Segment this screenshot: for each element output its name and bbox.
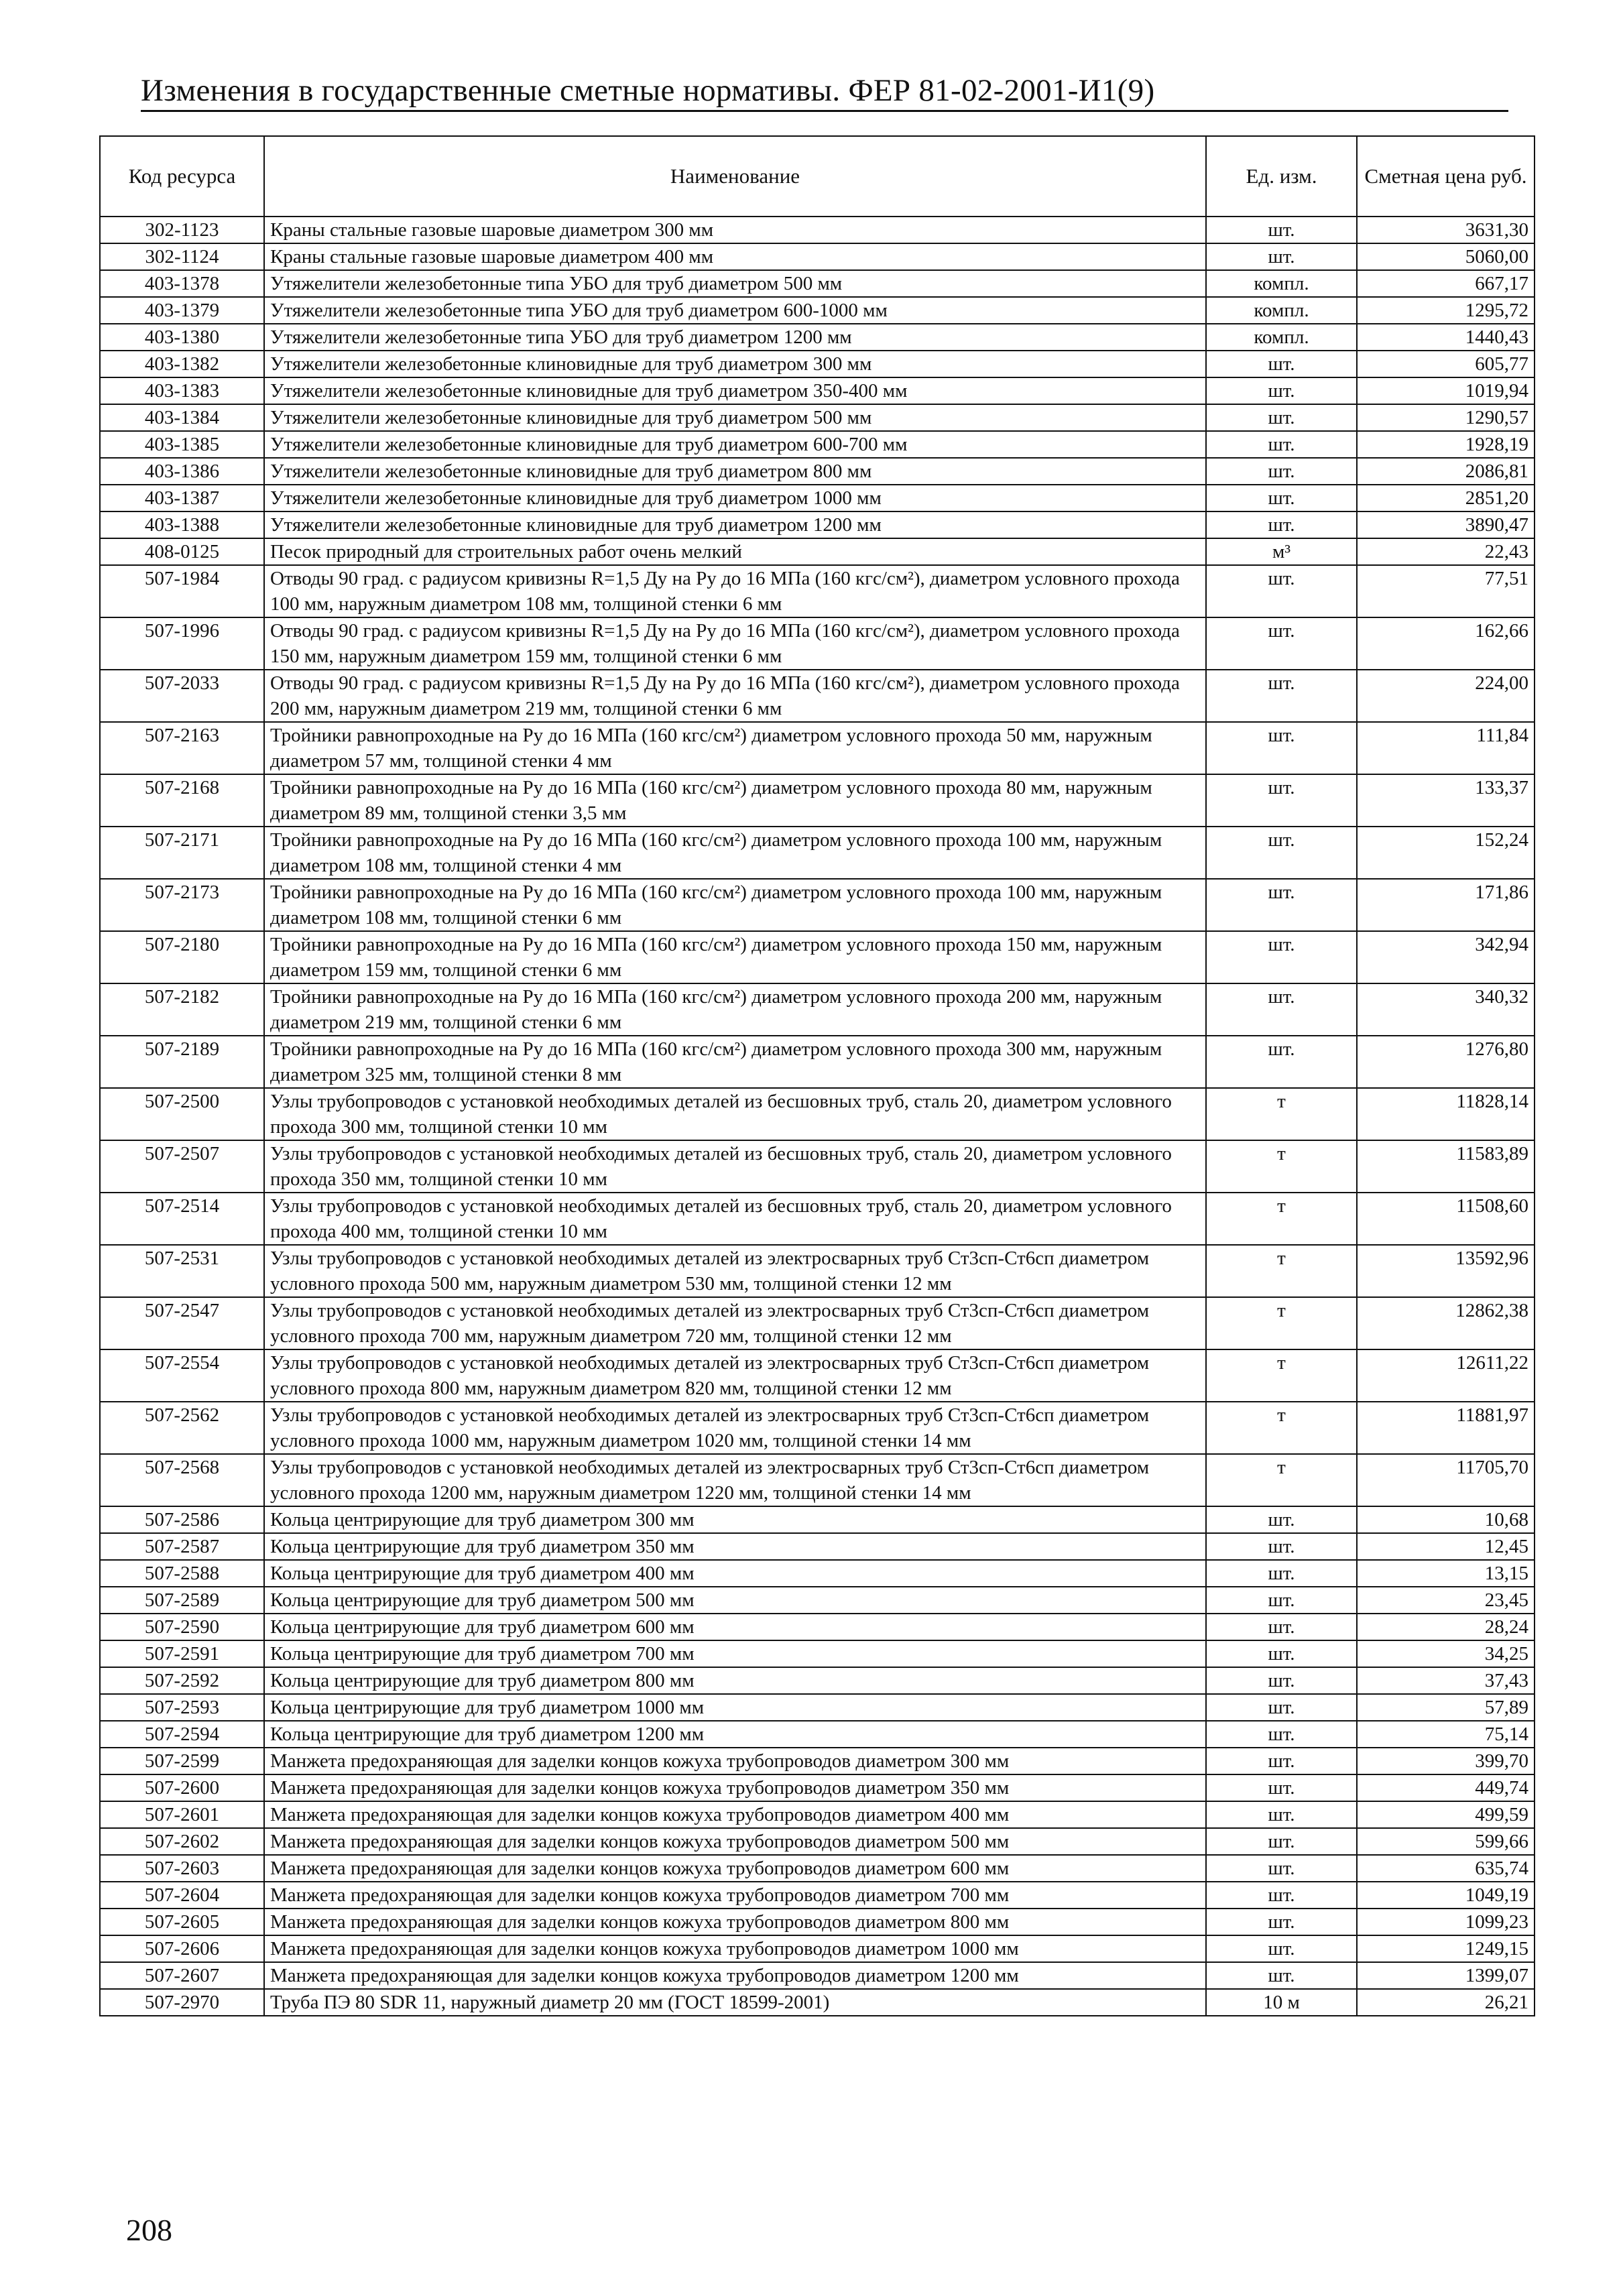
cell-code: 302-1123 <box>100 217 264 243</box>
cell-code: 507-2531 <box>100 1245 264 1297</box>
cell-unit: шт. <box>1206 1774 1357 1801</box>
cell-price: 37,43 <box>1357 1667 1535 1694</box>
cell-name: Кольца центрирующие для труб диаметром 600 мм <box>264 1614 1206 1640</box>
cell-unit: шт. <box>1206 1640 1357 1667</box>
cell-code: 507-2602 <box>100 1828 264 1855</box>
cell-price: 10,68 <box>1357 1506 1535 1533</box>
cell-code: 403-1386 <box>100 458 264 485</box>
cell-name: Манжета предохраняющая для заделки концов кожуха трубопроводов диаметром 600 мм <box>264 1855 1206 1882</box>
cell-price: 399,70 <box>1357 1748 1535 1774</box>
cell-unit: шт. <box>1206 217 1357 243</box>
cell-unit: шт. <box>1206 983 1357 1036</box>
cell-price: 11828,14 <box>1357 1088 1535 1140</box>
table-row <box>100 983 1535 1036</box>
cell-name: Узлы трубопроводов с установкой необходимых деталей из электросварных труб Ст3сп-Ст6сп диаметром условного прохода 1200 мм, наружным диаметром 1220 мм, толщиной стенки 14 мм <box>264 1454 1206 1506</box>
table-row <box>100 1694 1535 1721</box>
cell-code: 403-1380 <box>100 324 264 351</box>
cell-name: Тройники равнопроходные на Ру до 16 МПа (160 кгс/см²) диаметром условного прохода 50 мм, наружным диаметром 57 мм, толщиной стенки 4 мм <box>264 722 1206 774</box>
cell-code: 403-1385 <box>100 431 264 458</box>
cell-code: 507-2600 <box>100 1774 264 1801</box>
cell-code: 507-2180 <box>100 931 264 983</box>
cell-price: 499,59 <box>1357 1801 1535 1828</box>
page-header <box>141 72 1508 112</box>
cell-unit: шт. <box>1206 1882 1357 1909</box>
cell-code: 507-2163 <box>100 722 264 774</box>
cell-name: Утяжелители железобетонные клиновидные для труб диаметром 600-700 мм <box>264 431 1206 458</box>
table-row <box>100 1935 1535 1962</box>
table-row <box>100 617 1535 670</box>
cell-price: 162,66 <box>1357 617 1535 670</box>
cell-price: 5060,00 <box>1357 243 1535 270</box>
table-row <box>100 1748 1535 1774</box>
table-row <box>100 458 1535 485</box>
cell-unit: шт. <box>1206 1614 1357 1640</box>
table-row <box>100 1989 1535 2016</box>
cell-code: 408-0125 <box>100 538 264 565</box>
table-row <box>100 324 1535 351</box>
table-row <box>100 1454 1535 1506</box>
cell-code: 507-2599 <box>100 1748 264 1774</box>
cell-price: 2851,20 <box>1357 485 1535 511</box>
cell-price: 13592,96 <box>1357 1245 1535 1297</box>
cell-code: 507-2587 <box>100 1533 264 1560</box>
document-title: Изменения в государственные сметные нормативы. ФЕР 81-02-2001-И1(9) <box>141 73 1155 108</box>
cell-code: 507-2594 <box>100 1721 264 1748</box>
table-row <box>100 1962 1535 1989</box>
cell-name: Тройники равнопроходные на Ру до 16 МПа (160 кгс/см²) диаметром условного прохода 80 мм, наружным диаметром 89 мм, толщиной стенки 3,5 мм <box>264 774 1206 827</box>
cell-code: 403-1382 <box>100 351 264 377</box>
cell-name: Кольца центрирующие для труб диаметром 350 мм <box>264 1533 1206 1560</box>
table-row <box>100 1640 1535 1667</box>
cell-code: 403-1388 <box>100 511 264 538</box>
table-row <box>100 270 1535 297</box>
cell-name: Отводы 90 град. с радиусом кривизны R=1,5 Ду на Ру до 16 МПа (160 кгс/см²), диаметром условного прохода 200 мм, наружным диаметром 219 мм, толщиной стенки 6 мм <box>264 670 1206 722</box>
table-row <box>100 1088 1535 1140</box>
cell-price: 599,66 <box>1357 1828 1535 1855</box>
cell-code: 507-2562 <box>100 1402 264 1454</box>
cell-price: 449,74 <box>1357 1774 1535 1801</box>
table-row <box>100 377 1535 404</box>
cell-name: Кольца центрирующие для труб диаметром 300 мм <box>264 1506 1206 1533</box>
table-row <box>100 511 1535 538</box>
cell-code: 507-2607 <box>100 1962 264 1989</box>
table-row <box>100 1587 1535 1614</box>
cell-name: Утяжелители железобетонные клиновидные для труб диаметром 300 мм <box>264 351 1206 377</box>
cell-code: 507-1984 <box>100 565 264 617</box>
cell-code: 507-2173 <box>100 879 264 931</box>
cell-code: 507-2593 <box>100 1694 264 1721</box>
cell-unit: т <box>1206 1140 1357 1193</box>
cell-price: 667,17 <box>1357 270 1535 297</box>
cell-unit: шт. <box>1206 1909 1357 1935</box>
cell-unit: шт. <box>1206 485 1357 511</box>
table-row <box>100 1297 1535 1349</box>
cell-price: 11705,70 <box>1357 1454 1535 1506</box>
cell-name: Тройники равнопроходные на Ру до 16 МПа (160 кгс/см²) диаметром условного прохода 150 мм, наружным диаметром 159 мм, толщиной стенки 6 мм <box>264 931 1206 983</box>
cell-name: Манжета предохраняющая для заделки концов кожуха трубопроводов диаметром 500 мм <box>264 1828 1206 1855</box>
cell-name: Утяжелители железобетонные типа УБО для труб диаметром 500 мм <box>264 270 1206 297</box>
cell-unit: шт. <box>1206 1855 1357 1882</box>
cell-code: 403-1379 <box>100 297 264 324</box>
cell-code: 403-1383 <box>100 377 264 404</box>
cell-unit: компл. <box>1206 270 1357 297</box>
table-row <box>100 431 1535 458</box>
cell-name: Манжета предохраняющая для заделки концов кожуха трубопроводов диаметром 350 мм <box>264 1774 1206 1801</box>
cell-code: 507-2970 <box>100 1989 264 2016</box>
cell-code: 507-2514 <box>100 1193 264 1245</box>
cell-code: 507-2547 <box>100 1297 264 1349</box>
cell-price: 1290,57 <box>1357 404 1535 431</box>
cell-price: 342,94 <box>1357 931 1535 983</box>
cell-price: 2086,81 <box>1357 458 1535 485</box>
cell-price: 12611,22 <box>1357 1349 1535 1402</box>
cell-name: Узлы трубопроводов с установкой необходимых деталей из электросварных труб Ст3сп-Ст6сп диаметром условного прохода 800 мм, наружным диаметром 820 мм, толщиной стенки 12 мм <box>264 1349 1206 1402</box>
cell-unit: компл. <box>1206 297 1357 324</box>
table-row <box>100 1560 1535 1587</box>
cell-code: 507-2168 <box>100 774 264 827</box>
cell-price: 11508,60 <box>1357 1193 1535 1245</box>
cell-name: Узлы трубопроводов с установкой необходимых деталей из электросварных труб Ст3сп-Ст6сп диаметром условного прохода 1000 мм, наружным диаметром 1020 мм, толщиной стенки 14 мм <box>264 1402 1206 1454</box>
cell-name: Манжета предохраняющая для заделки концов кожуха трубопроводов диаметром 400 мм <box>264 1801 1206 1828</box>
cell-unit: шт. <box>1206 1748 1357 1774</box>
cell-unit: шт. <box>1206 1587 1357 1614</box>
cell-unit: шт. <box>1206 1801 1357 1828</box>
cell-unit: шт. <box>1206 827 1357 879</box>
cell-unit: шт. <box>1206 1667 1357 1694</box>
cell-code: 507-2182 <box>100 983 264 1036</box>
cell-price: 57,89 <box>1357 1694 1535 1721</box>
cell-price: 1276,80 <box>1357 1036 1535 1088</box>
cell-name: Манжета предохраняющая для заделки концов кожуха трубопроводов диаметром 1000 мм <box>264 1935 1206 1962</box>
cell-code: 403-1378 <box>100 270 264 297</box>
cell-price: 34,25 <box>1357 1640 1535 1667</box>
cell-code: 507-2588 <box>100 1560 264 1587</box>
cell-unit: шт. <box>1206 879 1357 931</box>
cell-code: 507-2586 <box>100 1506 264 1533</box>
cell-unit: шт. <box>1206 351 1357 377</box>
cell-name: Кольца центрирующие для труб диаметром 500 мм <box>264 1587 1206 1614</box>
cell-unit: шт. <box>1206 565 1357 617</box>
cell-name: Утяжелители железобетонные клиновидные для труб диаметром 500 мм <box>264 404 1206 431</box>
cell-name: Краны стальные газовые шаровые диаметром 400 мм <box>264 243 1206 270</box>
resource-price-table <box>99 135 1535 2016</box>
cell-name: Утяжелители железобетонные клиновидные для труб диаметром 1200 мм <box>264 511 1206 538</box>
table-row <box>100 1036 1535 1088</box>
table-row <box>100 351 1535 377</box>
table-row <box>100 243 1535 270</box>
cell-name: Утяжелители железобетонные типа УБО для труб диаметром 600-1000 мм <box>264 297 1206 324</box>
cell-unit: шт. <box>1206 774 1357 827</box>
cell-code: 507-2605 <box>100 1909 264 1935</box>
cell-code: 507-2603 <box>100 1855 264 1882</box>
cell-price: 26,21 <box>1357 1989 1535 2016</box>
cell-name: Кольца центрирующие для труб диаметром 700 мм <box>264 1640 1206 1667</box>
cell-name: Кольца центрирующие для труб диаметром 1000 мм <box>264 1694 1206 1721</box>
column-header-unit: Ед. изм. <box>1206 136 1357 217</box>
cell-name: Узлы трубопроводов с установкой необходимых деталей из бесшовных труб, сталь 20, диаметром условного прохода 300 мм, толщиной стенки 10 мм <box>264 1088 1206 1140</box>
cell-price: 111,84 <box>1357 722 1535 774</box>
cell-price: 75,14 <box>1357 1721 1535 1748</box>
cell-code: 507-2568 <box>100 1454 264 1506</box>
cell-code: 403-1384 <box>100 404 264 431</box>
cell-name: Отводы 90 град. с радиусом кривизны R=1,5 Ду на Ру до 16 МПа (160 кгс/см²), диаметром условного прохода 100 мм, наружным диаметром 108 мм, толщиной стенки 6 мм <box>264 565 1206 617</box>
cell-name: Тройники равнопроходные на Ру до 16 МПа (160 кгс/см²) диаметром условного прохода 200 мм, наружным диаметром 219 мм, толщиной стенки 6 мм <box>264 983 1206 1036</box>
cell-price: 23,45 <box>1357 1587 1535 1614</box>
cell-code: 507-2171 <box>100 827 264 879</box>
cell-code: 507-2189 <box>100 1036 264 1088</box>
cell-name: Тройники равнопроходные на Ру до 16 МПа (160 кгс/см²) диаметром условного прохода 100 мм, наружным диаметром 108 мм, толщиной стенки 6 мм <box>264 879 1206 931</box>
cell-price: 1099,23 <box>1357 1909 1535 1935</box>
cell-code: 507-2604 <box>100 1882 264 1909</box>
column-header-code: Код ресурса <box>100 136 264 217</box>
table-row <box>100 879 1535 931</box>
cell-unit: шт. <box>1206 377 1357 404</box>
table-row <box>100 1774 1535 1801</box>
cell-code: 507-2601 <box>100 1801 264 1828</box>
cell-name: Тройники равнопроходные на Ру до 16 МПа (160 кгс/см²) диаметром условного прохода 100 мм, наружным диаметром 108 мм, толщиной стенки 4 мм <box>264 827 1206 879</box>
table-row <box>100 565 1535 617</box>
cell-price: 22,43 <box>1357 538 1535 565</box>
table-row <box>100 774 1535 827</box>
cell-price: 3631,30 <box>1357 217 1535 243</box>
cell-price: 11881,97 <box>1357 1402 1535 1454</box>
cell-unit: шт. <box>1206 1721 1357 1748</box>
table-row <box>100 217 1535 243</box>
table-row <box>100 1506 1535 1533</box>
cell-unit: м³ <box>1206 538 1357 565</box>
cell-code: 507-2606 <box>100 1935 264 1962</box>
cell-unit: шт. <box>1206 404 1357 431</box>
cell-price: 12862,38 <box>1357 1297 1535 1349</box>
cell-unit: шт. <box>1206 1036 1357 1088</box>
cell-price: 1399,07 <box>1357 1962 1535 1989</box>
cell-name: Кольца центрирующие для труб диаметром 800 мм <box>264 1667 1206 1694</box>
table-row <box>100 722 1535 774</box>
cell-unit: т <box>1206 1349 1357 1402</box>
cell-unit: т <box>1206 1454 1357 1506</box>
cell-name: Манжета предохраняющая для заделки концов кожуха трубопроводов диаметром 300 мм <box>264 1748 1206 1774</box>
table-row <box>100 1855 1535 1882</box>
cell-name: Кольца центрирующие для труб диаметром 1200 мм <box>264 1721 1206 1748</box>
cell-name: Тройники равнопроходные на Ру до 16 МПа (160 кгс/см²) диаметром условного прохода 300 мм, наружным диаметром 325 мм, толщиной стенки 8 мм <box>264 1036 1206 1088</box>
cell-name: Узлы трубопроводов с установкой необходимых деталей из бесшовных труб, сталь 20, диаметром условного прохода 350 мм, толщиной стенки 10 мм <box>264 1140 1206 1193</box>
table-row <box>100 1402 1535 1454</box>
table-row <box>100 1140 1535 1193</box>
cell-name: Утяжелители железобетонные клиновидные для труб диаметром 350-400 мм <box>264 377 1206 404</box>
cell-unit: шт. <box>1206 431 1357 458</box>
cell-price: 3890,47 <box>1357 511 1535 538</box>
column-header-price: Сметная цена руб. <box>1357 136 1535 217</box>
cell-price: 171,86 <box>1357 879 1535 931</box>
cell-unit: компл. <box>1206 324 1357 351</box>
cell-price: 12,45 <box>1357 1533 1535 1560</box>
table-row <box>100 1533 1535 1560</box>
table-header-row <box>100 136 1535 217</box>
cell-unit: шт. <box>1206 670 1357 722</box>
cell-name: Узлы трубопроводов с установкой необходимых деталей из электросварных труб Ст3сп-Ст6сп диаметром условного прохода 500 мм, наружным диаметром 530 мм, толщиной стенки 12 мм <box>264 1245 1206 1297</box>
table-row <box>100 1909 1535 1935</box>
cell-name: Узлы трубопроводов с установкой необходимых деталей из электросварных труб Ст3сп-Ст6сп диаметром условного прохода 700 мм, наружным диаметром 720 мм, толщиной стенки 12 мм <box>264 1297 1206 1349</box>
cell-price: 13,15 <box>1357 1560 1535 1587</box>
cell-price: 11583,89 <box>1357 1140 1535 1193</box>
cell-name: Узлы трубопроводов с установкой необходимых деталей из бесшовных труб, сталь 20, диаметром условного прохода 400 мм, толщиной стенки 10 мм <box>264 1193 1206 1245</box>
table-row <box>100 1828 1535 1855</box>
cell-name: Манжета предохраняющая для заделки концов кожуха трубопроводов диаметром 800 мм <box>264 1909 1206 1935</box>
cell-unit: т <box>1206 1297 1357 1349</box>
cell-code: 507-2554 <box>100 1349 264 1402</box>
cell-unit: шт. <box>1206 511 1357 538</box>
table-row <box>100 670 1535 722</box>
table-row <box>100 1721 1535 1748</box>
cell-unit: шт. <box>1206 617 1357 670</box>
cell-name: Краны стальные газовые шаровые диаметром 300 мм <box>264 217 1206 243</box>
cell-name: Кольца центрирующие для труб диаметром 400 мм <box>264 1560 1206 1587</box>
cell-code: 507-2507 <box>100 1140 264 1193</box>
cell-unit: т <box>1206 1088 1357 1140</box>
cell-code: 507-1996 <box>100 617 264 670</box>
cell-unit: шт. <box>1206 1694 1357 1721</box>
cell-name: Труба ПЭ 80 SDR 11, наружный диаметр 20 мм (ГОСТ 18599-2001) <box>264 1989 1206 2016</box>
page-number: 208 <box>126 2213 172 2247</box>
cell-name: Отводы 90 град. с радиусом кривизны R=1,5 Ду на Ру до 16 МПа (160 кгс/см²), диаметром условного прохода 150 мм, наружным диаметром 159 мм, толщиной стенки 6 мм <box>264 617 1206 670</box>
cell-price: 1249,15 <box>1357 1935 1535 1962</box>
table-row <box>100 1614 1535 1640</box>
cell-code: 403-1387 <box>100 485 264 511</box>
cell-price: 224,00 <box>1357 670 1535 722</box>
cell-unit: т <box>1206 1245 1357 1297</box>
table-row <box>100 1667 1535 1694</box>
cell-unit: шт. <box>1206 1935 1357 1962</box>
cell-price: 1295,72 <box>1357 297 1535 324</box>
table-body <box>100 217 1535 2016</box>
table-row <box>100 538 1535 565</box>
cell-unit: 10 м <box>1206 1989 1357 2016</box>
cell-name: Песок природный для строительных работ очень мелкий <box>264 538 1206 565</box>
cell-code: 507-2033 <box>100 670 264 722</box>
cell-price: 605,77 <box>1357 351 1535 377</box>
cell-unit: шт. <box>1206 1962 1357 1989</box>
cell-code: 302-1124 <box>100 243 264 270</box>
cell-name: Манжета предохраняющая для заделки концов кожуха трубопроводов диаметром 700 мм <box>264 1882 1206 1909</box>
cell-unit: т <box>1206 1402 1357 1454</box>
cell-price: 1019,94 <box>1357 377 1535 404</box>
table-row <box>100 827 1535 879</box>
table-row <box>100 931 1535 983</box>
cell-price: 1440,43 <box>1357 324 1535 351</box>
cell-name: Утяжелители железобетонные типа УБО для труб диаметром 1200 мм <box>264 324 1206 351</box>
table-row <box>100 1801 1535 1828</box>
cell-name: Утяжелители железобетонные клиновидные для труб диаметром 800 мм <box>264 458 1206 485</box>
cell-code: 507-2589 <box>100 1587 264 1614</box>
cell-unit: шт. <box>1206 1828 1357 1855</box>
column-header-name: Наименование <box>264 136 1206 217</box>
cell-code: 507-2500 <box>100 1088 264 1140</box>
cell-price: 340,32 <box>1357 983 1535 1036</box>
cell-unit: шт. <box>1206 1533 1357 1560</box>
cell-unit: т <box>1206 1193 1357 1245</box>
cell-price: 635,74 <box>1357 1855 1535 1882</box>
cell-unit: шт. <box>1206 458 1357 485</box>
cell-code: 507-2592 <box>100 1667 264 1694</box>
table-row <box>100 1245 1535 1297</box>
table-row <box>100 485 1535 511</box>
cell-price: 1928,19 <box>1357 431 1535 458</box>
table-row <box>100 1349 1535 1402</box>
cell-price: 77,51 <box>1357 565 1535 617</box>
cell-unit: шт. <box>1206 243 1357 270</box>
cell-price: 28,24 <box>1357 1614 1535 1640</box>
table-row <box>100 1882 1535 1909</box>
table-row <box>100 404 1535 431</box>
cell-price: 133,37 <box>1357 774 1535 827</box>
cell-code: 507-2591 <box>100 1640 264 1667</box>
table-row <box>100 1193 1535 1245</box>
cell-price: 152,24 <box>1357 827 1535 879</box>
cell-price: 1049,19 <box>1357 1882 1535 1909</box>
table-row <box>100 297 1535 324</box>
cell-unit: шт. <box>1206 1560 1357 1587</box>
cell-name: Манжета предохраняющая для заделки концов кожуха трубопроводов диаметром 1200 мм <box>264 1962 1206 1989</box>
cell-unit: шт. <box>1206 931 1357 983</box>
cell-unit: шт. <box>1206 1506 1357 1533</box>
cell-code: 507-2590 <box>100 1614 264 1640</box>
cell-unit: шт. <box>1206 722 1357 774</box>
cell-name: Утяжелители железобетонные клиновидные для труб диаметром 1000 мм <box>264 485 1206 511</box>
